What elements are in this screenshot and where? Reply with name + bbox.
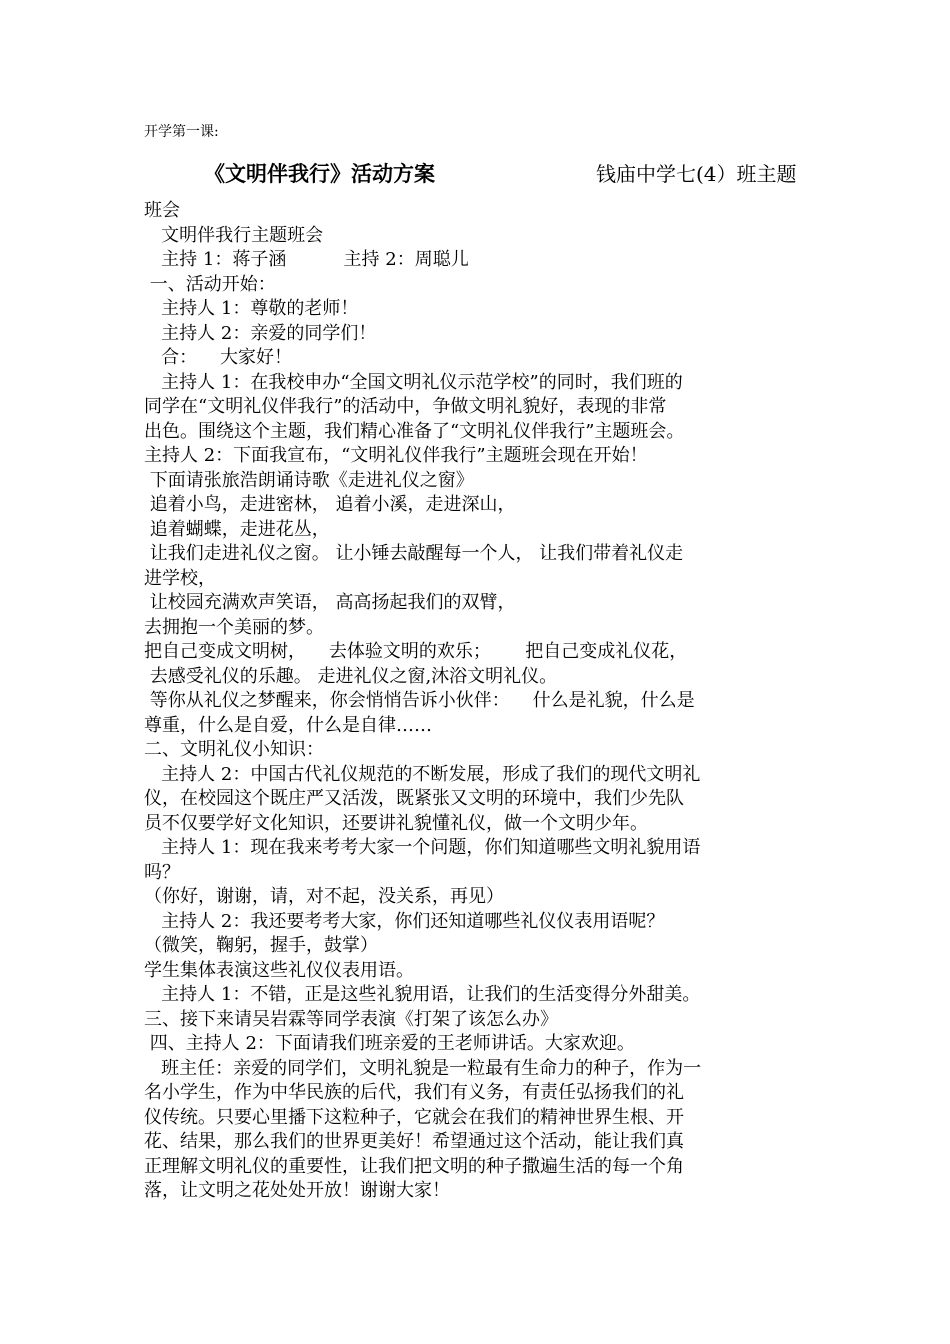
text-line: 主持人 2：我还要考考大家，你们还知道哪些礼仪仪表用语呢？ (144, 910, 665, 932)
text-line: 主持人 1：在我校申办“全国文明礼仪示范学校”的同时，我们班的 (144, 371, 683, 393)
text-line: 花、结果，那么我们的世界更美好！希望通过这个活动，能让我们真 (144, 1131, 684, 1152)
text-line: 一、活动开始： (144, 273, 276, 295)
text-line: 追着小鸟，走进密林， 追着小溪，走进深山， (144, 494, 516, 515)
text-line: 吗？ (144, 861, 180, 883)
text-line: 追着蝴蝶，走进花丛， (144, 518, 330, 540)
text-line: 下面请张旅浩朗诵诗歌《走进礼仪之窗》 (144, 469, 474, 491)
text-line: 员不仅要学好文化知识，还要讲礼貌懂礼仪，做一个文明少年。 (144, 812, 648, 834)
document-subtitle: 钱庙中学七(4）班主题 (596, 162, 797, 186)
text-line: 主持人 1：不错，正是这些礼貌用语，让我们的生活变得分外甜美。 (144, 984, 701, 1005)
text-line: 文明伴我行主题班会 (144, 224, 324, 246)
text-line: 学生集体表演这些礼仪仪表用语。 (144, 959, 414, 981)
text-line: 班主任：亲爱的同学们，文明礼貌是一粒最有生命力的种子，作为一 (144, 1057, 702, 1079)
text-line: （你好，谢谢，请，对不起，没关系，再见） (144, 886, 504, 907)
text-line: 正理解文明礼仪的重要性，让我们把文明的种子撒遍生活的每一个角 (144, 1155, 684, 1177)
text-line: 去感受礼仪的乐趣。 走进礼仪之窗,沐浴文明礼仪。 (144, 665, 558, 687)
text-line: 主持人 2：下面我宣布，“文明礼仪伴我行”主题班会现在开始！ (144, 445, 648, 466)
text-line: 让我们走进礼仪之窗。 让小锤去敲醒每一个人， 让我们带着礼仪走 (144, 543, 684, 564)
text-line: 出色。围绕这个主题，我们精心准备了“文明礼仪伴我行”主题班会。 (144, 420, 685, 442)
text-line: 仪，在校园这个既庄严又活泼，既紧张又文明的环境中，我们少先队 (144, 788, 684, 809)
text-line: 名小学生，作为中华民族的后代，我们有义务，有责任弘扬我们的礼 (144, 1082, 684, 1103)
document-title: 《文明伴我行》活动方案 (204, 161, 435, 186)
text-line: 落，让文明之花处处开放！谢谢大家！ (144, 1180, 450, 1201)
text-line: 等你从礼仪之梦醒来，你会悄悄告诉小伙伴： 什么是礼貌，什么是 (144, 690, 695, 711)
text-line: 主持人 2：亲爱的同学们！ (144, 322, 377, 344)
text-line: 班会 (144, 200, 180, 221)
text-line: 把自己变成文明树， 去体验文明的欢乐； 把自己变成礼仪花， (144, 641, 688, 662)
pre-title: 开学第一课: (144, 124, 219, 140)
text-line: 进学校， (144, 567, 216, 589)
title-row (144, 158, 824, 190)
text-line: 四、主持人 2：下面请我们班亲爱的王老师讲话。大家欢迎。 (144, 1033, 635, 1054)
text-line: 主持人 1：现在我来考考大家一个问题，你们知道哪些文明礼貌用语 (144, 837, 701, 858)
text-line: 尊重，什么是自爱，什么是自律…… (144, 714, 432, 736)
text-line: 主持人 2：中国古代礼仪规范的不断发展，形成了我们的现代文明礼 (144, 763, 701, 785)
text-line: 主持人 1：尊敬的老师！ (144, 298, 359, 319)
document-page (144, 0, 824, 1344)
text-line: 让校园充满欢声笑语， 高高扬起我们的双臂， (144, 592, 516, 613)
text-line: 仪传统。只要心里播下这粒种子，它就会在我们的精神世界生根、开 (144, 1106, 684, 1128)
text-line: 同学在“文明礼仪伴我行”的活动中，争做文明礼貌好，表现的非常 (144, 396, 667, 417)
text-line: （微笑，鞠躬，握手，鼓掌） (144, 935, 378, 956)
text-line: 主持 1：蒋子涵 主持 2：周聪儿 (144, 249, 469, 270)
text-line: 三、接下来请吴岩霖等同学表演《打架了该怎么办》 (144, 1008, 558, 1030)
text-line: 合： 大家好！ (144, 347, 293, 368)
text-line: 去拥抱一个美丽的梦。 (144, 616, 324, 638)
text-line: 二、文明礼仪小知识： (144, 739, 324, 760)
document-body (144, 199, 824, 1204)
